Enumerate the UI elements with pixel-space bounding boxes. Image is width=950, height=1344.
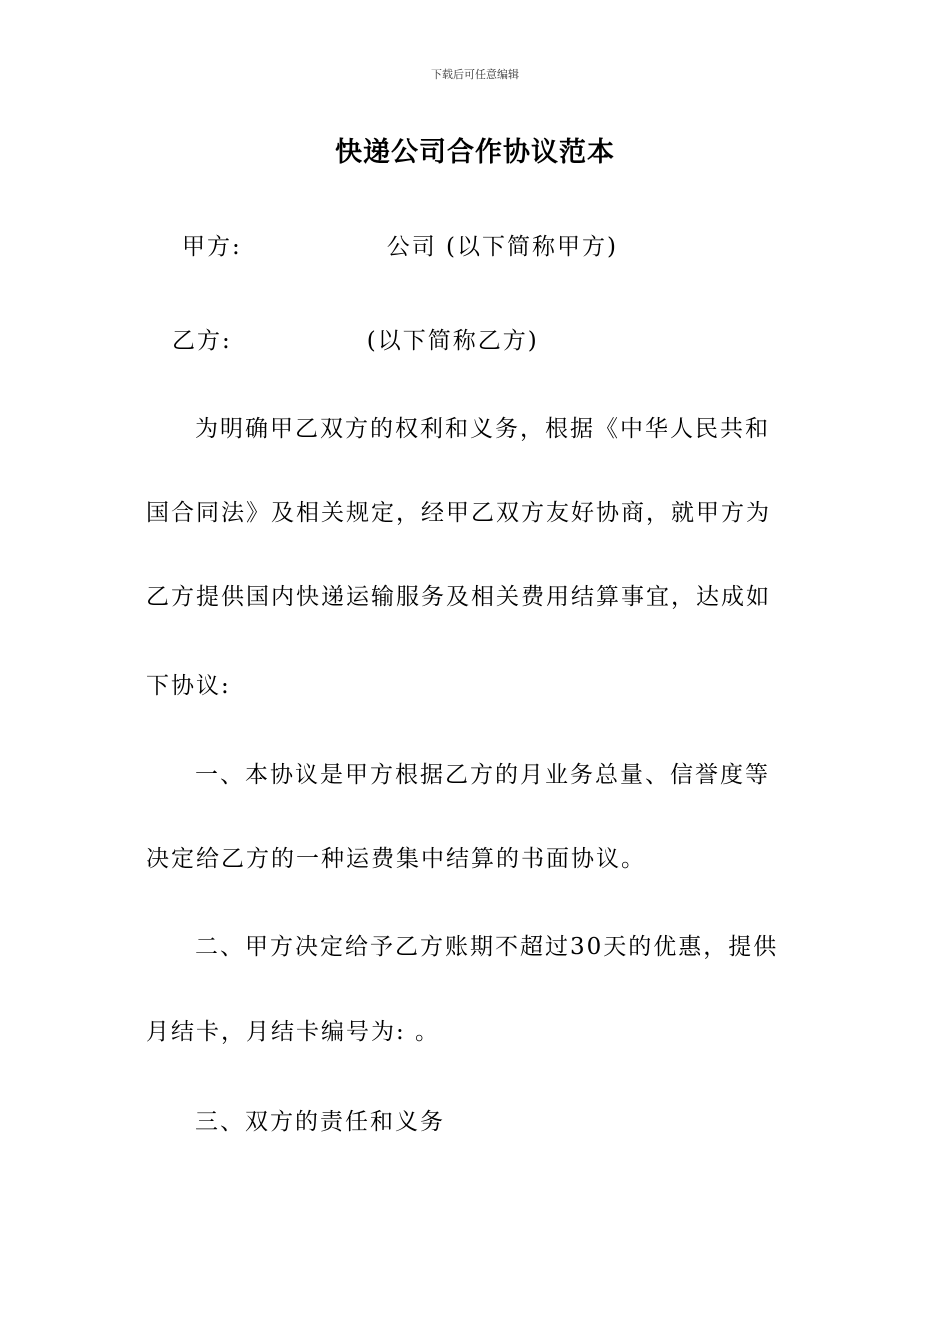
document-title: 快递公司合作协议范本 bbox=[335, 137, 615, 168]
party-a-value: 公司 (以下简称甲方) bbox=[386, 234, 619, 260]
party-b-line bbox=[172, 322, 539, 355]
paragraph-line: 决定给乙方的一种运费集中结算的书面协议。 bbox=[146, 846, 646, 872]
party-a-label: 甲方: bbox=[182, 234, 242, 260]
paragraph-line: 二、甲方决定给予乙方账期不超过30天的优惠，提供 bbox=[195, 934, 779, 960]
party-b-label: 乙方: bbox=[172, 328, 232, 354]
paragraph-line: 为明确甲乙双方的权利和义务，根据《中华人民共和 bbox=[195, 416, 770, 442]
party-a-line bbox=[182, 228, 618, 261]
paragraph-line: 一、本协议是甲方根据乙方的月业务总量、信誉度等 bbox=[195, 762, 770, 788]
paragraph-line: 乙方提供国内快递运输服务及相关费用结算事宜，达成如 bbox=[146, 584, 771, 610]
header-note: 下载后可任意编辑 bbox=[431, 68, 519, 81]
paragraph-line: 三、双方的责任和义务 bbox=[195, 1109, 445, 1135]
paragraph-line: 月结卡，月结卡编号为: 。 bbox=[146, 1019, 441, 1045]
party-b-value: (以下简称乙方) bbox=[366, 328, 539, 354]
paragraph-line: 下协议: bbox=[146, 673, 231, 699]
paragraph-line: 国合同法》及相关规定，经甲乙双方友好协商，就甲方为 bbox=[146, 500, 771, 526]
